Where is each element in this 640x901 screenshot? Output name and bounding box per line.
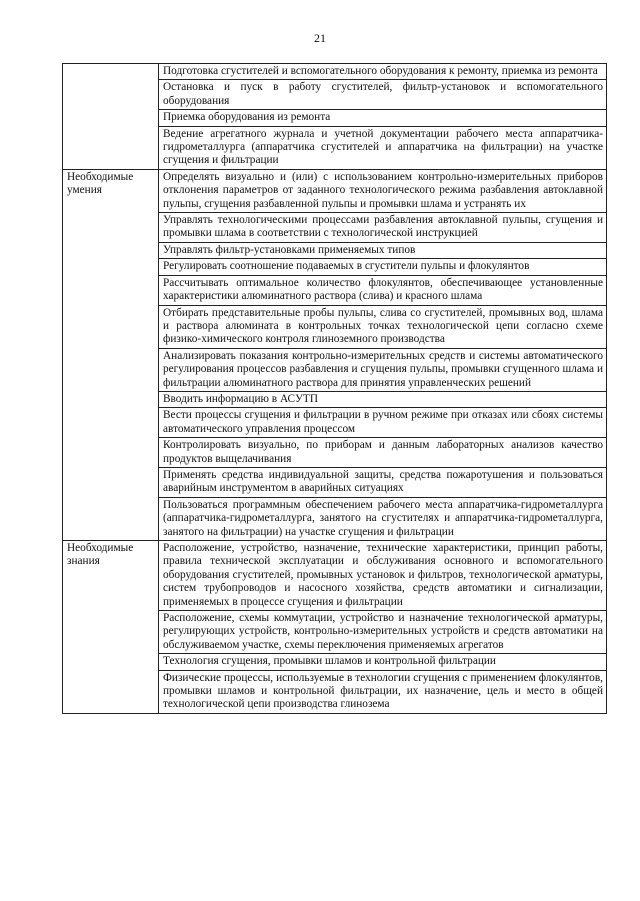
table-cell: Пользоваться программным обеспечением рабочего места аппаратчика-гидрометаллурга (аппаратчика-гидрометаллурга, занятого на сгустителях и аппаратчика-гидрометаллурга, занятого на фильтрации) на участке сгущения и фильтрации [159, 497, 607, 540]
table-cell: Определять визуально и (или) с использованием контрольно-измерительных приборов отклонения параметров от заданного технологического режима разбавления автоклавной пульпы, сгущения разбавленной пульпы и промывки шлама и устранять их [159, 169, 607, 212]
table-cell: Анализировать показания контрольно-измерительных средств и системы автоматического регулирования процессов разбавления и сгущения пульпы, промывки сгущенного шлама и фильтрации алюминатного раствора для принятия управленческих решений [159, 348, 607, 391]
table-cell: Приемка оборудования из ремонта [159, 110, 607, 126]
competency-table [62, 63, 607, 714]
table-cell: Технология сгущения, промывки шламов и контрольной фильтрации [159, 654, 607, 670]
page-number: 21 [314, 31, 326, 45]
row-label-required-skills: Необходимые умения [63, 169, 159, 540]
row-label-required-knowledge: Необходимые знания [63, 541, 159, 714]
table-cell: Отбирать представительные пробы пульпы, слива со сгустителей, промывных вод, шлама и раствора алюмината в контрольных точках технологической цепи согласно схеме физико-химического контроля глиноземного производства [159, 305, 607, 348]
table-row [63, 541, 607, 611]
table-row [63, 64, 607, 80]
table-cell: Регулировать соотношение подаваемых в сгустители пульпы и флокулянтов [159, 259, 607, 275]
table-cell: Расположение, устройство, назначение, технические характеристики, принцип работы, правила технической эксплуатации и обслуживания основного и вспомогательного оборудования сгустителей, промывных установок и фильтров, технологической арматуры, систем трубопроводов и насосного хозяйства, средств автоматики и сигнализации, применяемых в процессе сгущения и фильтрации [159, 541, 607, 611]
table-cell: Ведение агрегатного журнала и учетной документации рабочего места аппаратчика-гидрометаллурга (аппаратчика сгустителей и аппаратчика на фильтрации) на участке сгущения и фильтрации [159, 126, 607, 169]
table-cell: Управлять технологическими процессами разбавления автоклавной пульпы, сгущения и промывки шлама в соответствии с технологической инструкцией [159, 213, 607, 243]
table-cell: Расположение, схемы коммутации, устройство и назначение технологической арматуры, регулирующих устройств, контрольно-измерительных устройств и средств автоматики на обслуживаемом участке, схемы переключения применяемых агрегатов [159, 611, 607, 654]
table-cell: Вести процессы сгущения и фильтрации в ручном режиме при отказах или сбоях системы автоматического управления процессом [159, 408, 607, 438]
table-row [63, 169, 607, 212]
table-cell: Остановка и пуск в работу сгустителей, фильтр-установок и вспомогательного оборудования [159, 80, 607, 110]
table-cell: Контролировать визуально, по приборам и данным лабораторных анализов качество продуктов выщелачивания [159, 438, 607, 468]
table-cell: Управлять фильтр-установками применяемых типов [159, 242, 607, 258]
table-cell: Применять средства индивидуальной защиты, средства пожаротушения и пользоваться аварийным инструментом в аварийных ситуациях [159, 467, 607, 497]
table-cell: Физические процессы, используемые в технологии сгущения с применением флокулянтов, промывки шламов и контрольной фильтрации, их назначение, цель и место в общей технологической цепи производства глинозема [159, 670, 607, 713]
table-cell: Вводить информацию в АСУТП [159, 391, 607, 407]
row-label-labor-actions [63, 64, 159, 170]
table-cell: Подготовка сгустителей и вспомогательного оборудования к ремонту, приемка из ремонта [159, 64, 607, 80]
table-cell: Рассчитывать оптимальное количество флокулянтов, обеспечивающее установленные характеристики алюминатного раствора (слива) и красного шлама [159, 275, 607, 305]
